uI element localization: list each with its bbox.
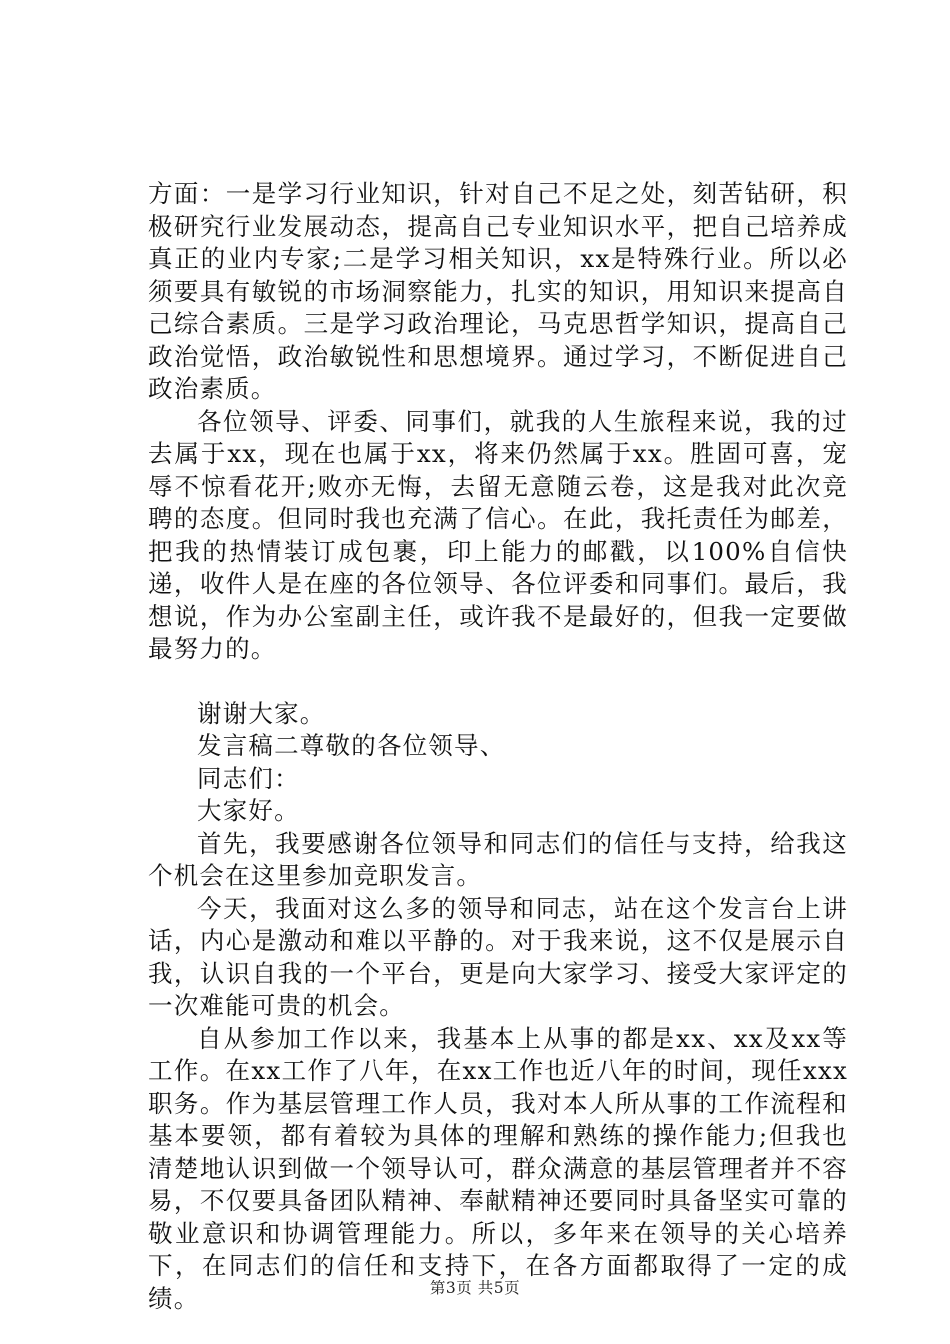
document-body xyxy=(148,178,848,1315)
speech-two-salutation: 同志们： xyxy=(197,763,300,793)
paragraph-continued: 方面：一是学习行业知识，针对自己不足之处，刻苦钻研，积极研究行业发展动态，提高自己专业知识水平，把自己培养成真正的业内专家;二是学习相关知识，xx是特殊行业。所以必须要具有敏锐的市场洞察能力，扎实的知识，用知识来提高自己综合素质。三是学习政治理论，马克思哲学知识，提高自己政治觉悟，政治敏锐性和思想境界。通过学习，不断促进自己政治素质。 xyxy=(148,179,848,403)
speech-two-heading: 发言稿二尊敬的各位领导、 xyxy=(197,731,506,760)
paragraph-gratitude: 首先，我要感谢各位领导和同志们的信任与支持，给我这个机会在这里参加竞职发言。 xyxy=(148,828,848,890)
paragraph-experience: 自从参加工作以来，我基本上从事的都是xx、xx及xx等工作。在xx工作了八年，在xx工作也近八年的时间，现任xxx职务。作为基层管理工作人员，我对本人所从事的工作流程和基本要领，都有着较为具体的理解和熟练的操作能力;但我也清楚地认识到做一个领导认可，群众满意的基层管理者并不容易，不仅要具备团队精神、奉献精神还要同时具备坚实可靠的敬业意识和协调管理能力。所以，多年来在领导的关心培养下，在同志们的信任和支持下，在各方面都取得了一定的成绩。 xyxy=(148,1023,848,1313)
page-number-footer: 第3页 共5页 xyxy=(429,1279,521,1297)
paragraph-attitude: 各位领导、评委、同事们，就我的人生旅程来说，我的过去属于xx，现在也属于xx，将来仍然属于xx。胜固可喜，宠辱不惊看花开;败亦无悔，去留无意随云卷，这是我对此次竞聘的态度。但同时我也充满了信心。在此，我托责任为邮差，把我的热情装订成包裹，印上能力的邮戳，以100%自信快递，收件人是在座的各位领导、各位评委和同事们。最后，我想说，作为办公室副主任，或许我不是最好的，但我一定要做最努力的。 xyxy=(148,406,848,663)
paragraph-thanks: 谢谢大家。 xyxy=(197,698,326,728)
paragraph-today: 今天，我面对这么多的领导和同志，站在这个发言台上讲话，内心是激动和难以平静的。对于我来说，这不仅是展示自我，认识自我的一个平台，更是向大家学习、接受大家评定的一次难能可贵的机会。 xyxy=(148,893,848,1020)
speech-two-greeting: 大家好。 xyxy=(197,796,300,825)
paragraph-spacer xyxy=(148,666,848,698)
